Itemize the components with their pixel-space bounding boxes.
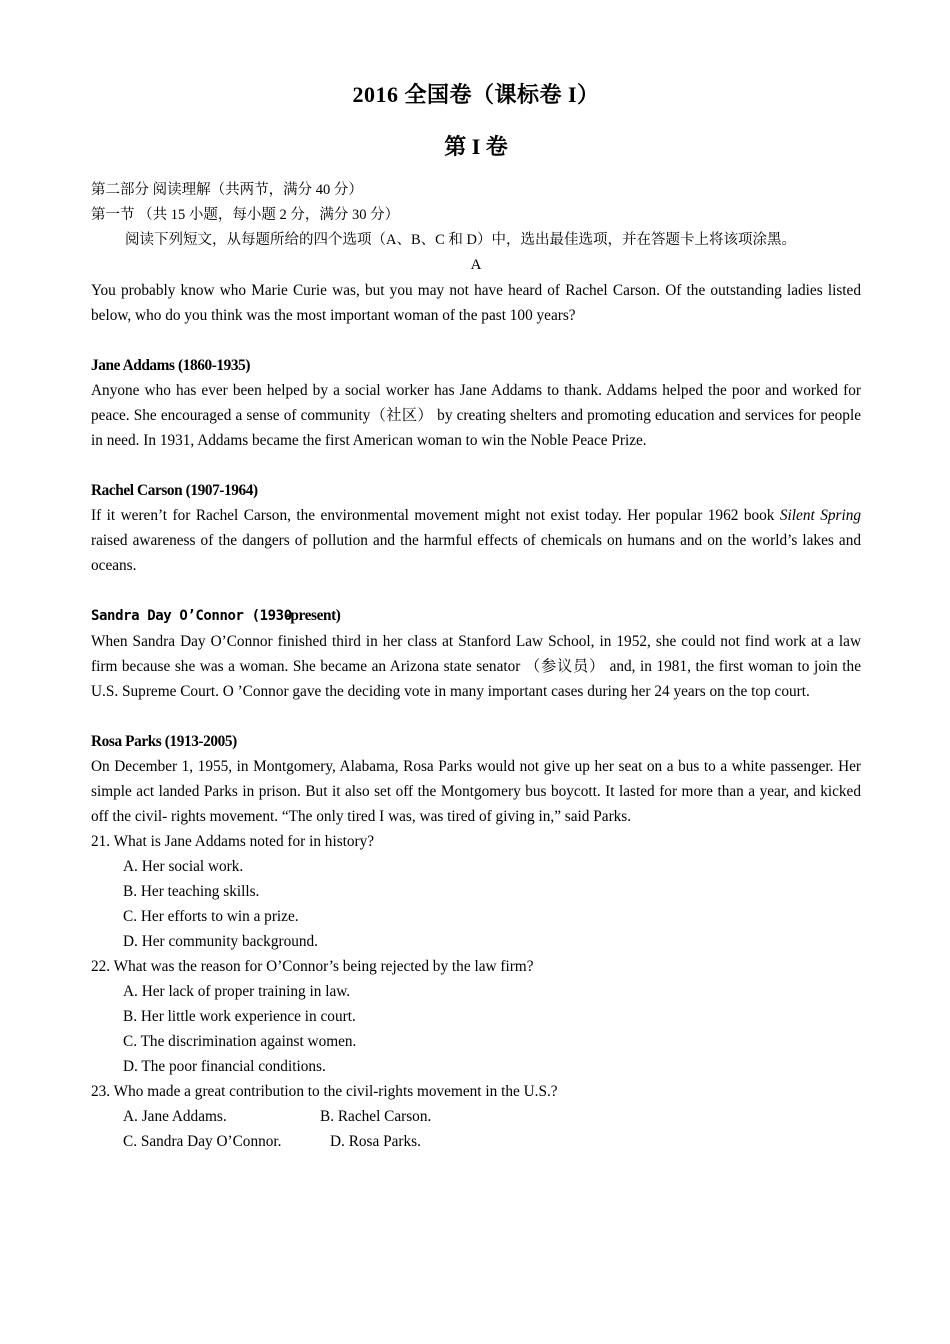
section-body-parks: On December 1, 1955, in Montgomery, Alabama, Rosa Parks would not give up her seat on a bus to a white passenger. Her simple act landed Parks in prison. But it also set off the Montgomery bus boycott. It lasted for more than a year, and kicked off the civil- rights movement. “The only tired I was, was tired of giving in,” said Parks. (91, 758, 861, 825)
option: B. Rachel Carson. (320, 1108, 432, 1125)
section-heading-oconnor (91, 603, 861, 629)
passage-intro: You probably know who Marie Curie was, but you may not have heard of Rachel Carson. Of the outstanding ladies listed below, who do you think was the most important woman of the past 100 years? (91, 282, 861, 324)
section-body-addams: Anyone who has ever been helped by a social worker has Jane Addams to thank. Addams helped the poor and worked for peace. She encouraged a sense of community（社区） by creating shelters and promoting education and services for people in need. In 1931, Addams became the first American woman to win the Noble Peace Prize. (91, 382, 861, 449)
section-body-oconnor: When Sandra Day O’Connor finished third in her class at Stanford Law School, in 1952, she could not find work at a law firm because she was a woman. She became an Arizona state senator （参议员） and, in 1981, the first woman to join the U.S. Supreme Court. O ’Connor gave the deciding vote in many important cases during her 24 years on the top court. (91, 633, 861, 700)
part-label: 第二部分 阅读理解（共两节，满分 40 分） (91, 182, 363, 198)
exam-title: 2016 全国卷（课标卷 I） (352, 82, 600, 107)
option: B. Her teaching skills. (123, 883, 260, 900)
question-23: 23. Who made a great contribution to the civil-rights movement in the U.S.? (91, 1083, 558, 1100)
directions: 阅读下列短文，从每题所给的四个选项（A、B、C 和 D）中，选出最佳选项，并在答题卡上将该项涂黑。 (125, 232, 797, 248)
section-heading-addams: Jane Addams (1860-1935) (91, 357, 251, 374)
section-body-carson (91, 503, 861, 578)
option: A. Her social work. (123, 858, 244, 875)
option: C. Her efforts to win a prize. (123, 908, 299, 925)
option-row (91, 1104, 861, 1129)
option: A. Jane Addams. (123, 1108, 227, 1125)
carson-text-part: If it weren’t for Rachel Carson, the environmental movement might not exist today. Her popular 1962 book (91, 507, 780, 524)
question-22: 22. What was the reason for O’Connor’s being rejected by the law firm? (91, 958, 534, 975)
heading-bold-part: -present) (285, 607, 341, 624)
option: A. Her lack of proper training in law. (123, 983, 351, 1000)
section-heading-carson: Rachel Carson (1907-1964) (91, 482, 258, 499)
option: C. Sandra Day O’Connor. (123, 1133, 282, 1150)
option: C. The discrimination against women. (123, 1033, 357, 1050)
option: B. Her little work experience in court. (123, 1008, 356, 1025)
option-row (91, 1129, 861, 1154)
passage-label: A (470, 257, 482, 273)
question-21: 21. What is Jane Addams noted for in history? (91, 833, 375, 850)
section-label: 第一节 （共 15 小题，每小题 2 分，满分 30 分） (91, 207, 400, 223)
exam-page (91, 78, 861, 1154)
option: D. Her community background. (123, 933, 318, 950)
section-heading-parks: Rosa Parks (1913-2005) (91, 733, 237, 750)
heading-mono-part: Sandra Day O’Connor (1930 (91, 608, 292, 624)
carson-text-part: raised awareness of the dangers of pollution and the harmful effects of chemicals on humans and on the world’s lakes and oceans. (91, 532, 861, 574)
book-title: Silent Spring (779, 507, 861, 524)
option: D. Rosa Parks. (330, 1133, 421, 1150)
option: D. The poor financial conditions. (123, 1058, 326, 1075)
volume-title: 第 I 卷 (444, 134, 508, 159)
